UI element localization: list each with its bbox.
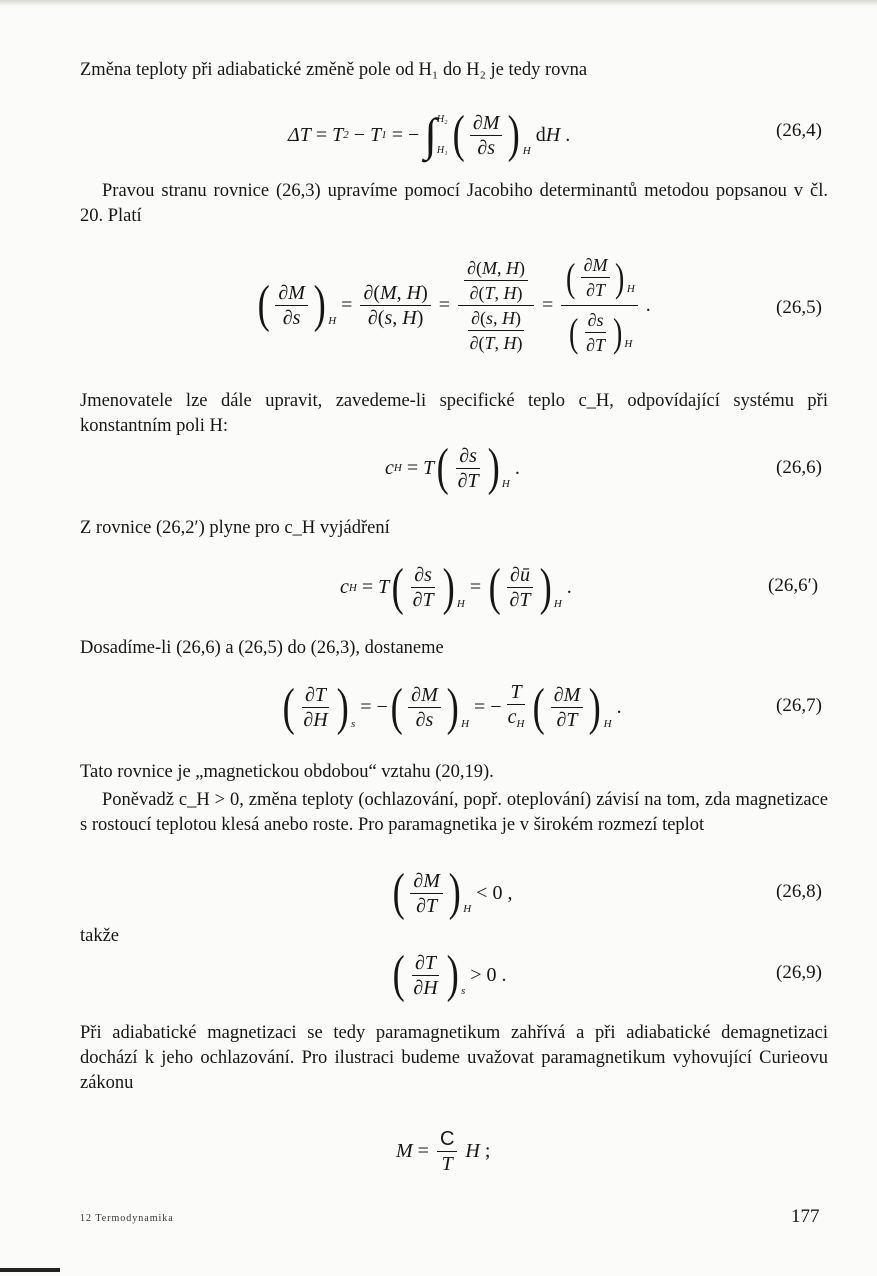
- scan-top-shade: [0, 0, 877, 6]
- equation-curie-law: M = $\frac{C}{T}$ H ;: [396, 1127, 491, 1175]
- eq-label-26-8: (26,8): [776, 881, 822, 902]
- scan-edge-mark: [0, 1268, 60, 1272]
- eq-label-26-6-prime: (26,6′): [768, 575, 819, 596]
- equation-26-6-prime: c H = T ( $\frac{\partial s}{\partial T}$ ) H = ( $\frac{\partial ū}{\partial T}$ ) H .: [340, 558, 572, 616]
- paragraph-3: Jmenovatele lze dále upravit, zavedeme-li specifické teplo c_H, odpovídající systému při konstantním poli H:: [80, 391, 828, 436]
- paragraph-7: Poněvadž c_H > 0, změna teploty (ochlazování, popř. oteplování) závisí na tom, zda magnetizace s rostoucí teplotou klesá anebo roste. Pro paramagnetika je v širokém rozmezí teplot: [80, 790, 828, 835]
- equation-26-9: ( $\frac{\partial T}{\partial H}$ ) s > 0 .: [392, 946, 507, 1003]
- paragraph-5: Dosadíme-li (26,6) a (26,5) do (26,3), dostaneme: [80, 638, 444, 658]
- equation-26-7: ( $\frac{\partial T}{\partial H}$ ) s = − ( $\frac{\partial M}{\partial s}$ ) H = − $\frac{T}{c_H}$ ( $\frac{\partial M}{\partial T}$ ) H .: [282, 678, 622, 736]
- paragraph-4: Z rovnice (26,2′) plyne pro c_H vyjádření: [80, 518, 390, 538]
- paragraph-6: Tato rovnice je „magnetickou obdobou“ vztahu (20,19).: [80, 762, 494, 782]
- equation-26-6: c H = T ( $\frac{\partial s}{\partial T}$ ) H .: [385, 439, 520, 496]
- paragraph-9: Při adiabatické magnetizaci se tedy paramagnetikum zahřívá a při adiabatické demagnetizaci dochází k jeho ochlazování. Pro ilustraci budeme uvažovat paramagnetikum vyhovující Curieovu zákonu: [80, 1023, 828, 1093]
- equation-26-5: ( $\frac{\partial M}{\partial s}$ ) H = $\frac{\partial(M, H)}{\partial(s, H)}$ = $\frac{\frac{\partial(M, H)}{\partial(T, H)}}{\frac{\partial(s, H)}{\partial(T, H)}}$ = ( $\frac{\partial M}{\partial T}$ ) H ( $\frac{\partial s}{\partial T}$ ) H .: [257, 254, 651, 355]
- eq-label-26-9: (26,9): [776, 962, 822, 983]
- paragraph-2: Pravou stranu rovnice (26,3) upravíme pomocí Jacobiho determinantů metodou popsanou v čl. 20. Platí: [80, 181, 828, 226]
- paragraph-1: Změna teploty při adiabatické změně pole od H₁ do H₂ je tedy rovna: [80, 60, 588, 80]
- eq-label-26-4: (26,4): [776, 120, 822, 141]
- equation-26-8: ( $\frac{\partial M}{\partial T}$ ) H < 0 ,: [392, 864, 513, 921]
- page-number: 177: [791, 1206, 820, 1227]
- eq-label-26-6: (26,6): [776, 457, 822, 478]
- eq-label-26-5: (26,5): [776, 297, 822, 318]
- eq-label-26-7: (26,7): [776, 695, 822, 716]
- footer-left: 12 Termodynamika: [80, 1213, 174, 1224]
- equation-26-4: ΔT = T 2 − T 1 = − ∫ H₂ H₁ ( $\frac{\partial M}{\partial s}$ ) H d H .: [288, 106, 571, 163]
- paragraph-8: takže: [80, 926, 120, 946]
